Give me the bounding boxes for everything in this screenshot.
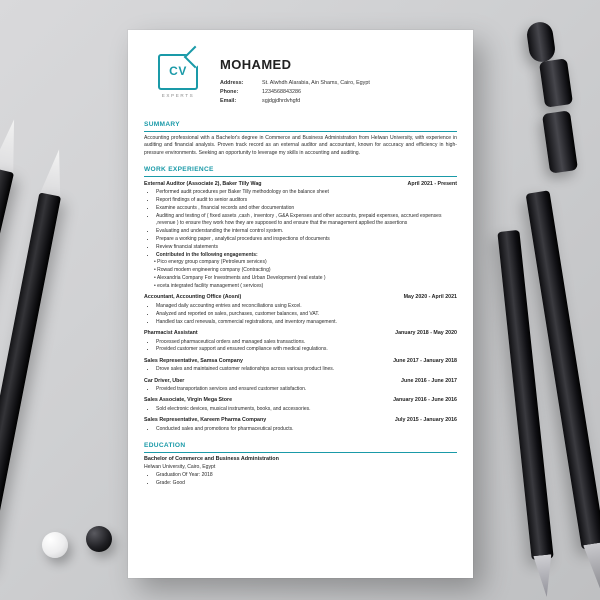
job-bullets bbox=[144, 303, 457, 326]
job-title: Sales Representative, Samsa Company bbox=[144, 357, 243, 364]
job-sub-bullet: • Pico energy group company (Petroleum services) bbox=[154, 259, 457, 266]
pencil-tip bbox=[0, 117, 26, 177]
job-bullet: • Analyzed and reported on sales, purchases, customer balances, and VAT. bbox=[156, 311, 457, 318]
job-date: July 2015 - January 2016 bbox=[394, 417, 457, 424]
contact-row-email bbox=[220, 97, 453, 106]
white-bead bbox=[42, 532, 68, 558]
job-header bbox=[144, 330, 457, 338]
job-bullet: • Drove sales and maintained customer relationships across various product lines. bbox=[156, 366, 457, 373]
job-title: Pharmacist Assistant bbox=[144, 329, 198, 336]
job-bullet: • Conducted sales and promotions for pharmaceutical products. bbox=[156, 426, 457, 433]
job-bullet: • Examine accounts , financial records and other documentation bbox=[156, 205, 457, 212]
job-bullet: • Contributed in the following engagements: bbox=[156, 252, 457, 259]
contact-label-address: Address: bbox=[220, 79, 244, 86]
black-bead bbox=[86, 526, 112, 552]
header-details bbox=[220, 54, 453, 106]
job-bullet: • Review financial statements bbox=[156, 244, 457, 251]
candidate-name: MOHAMED bbox=[220, 57, 292, 72]
contact-label-email: Email: bbox=[220, 98, 237, 105]
job-bullet: • Handled tax card renewals, commercial registrations, and inventory management. bbox=[156, 319, 457, 326]
job-title: External Auditor (Associate 2), Baker Tilly Wag bbox=[144, 180, 262, 187]
pen-tip bbox=[533, 554, 555, 598]
job-bullet: • Prepare a working paper , analytical procedures and inspections of documents bbox=[156, 236, 457, 243]
contact-value-phone: 1234568843286 bbox=[262, 89, 301, 96]
job-title: Sales Representative, Kareem Pharma Company bbox=[144, 417, 267, 424]
job-date: January 2018 - May 2020 bbox=[395, 329, 457, 336]
logo bbox=[150, 54, 206, 100]
section-divider bbox=[144, 452, 457, 453]
pencil-body bbox=[0, 192, 61, 569]
section-divider bbox=[144, 176, 457, 177]
education-bullet: • Grade: Good bbox=[156, 480, 457, 487]
logo-mark-text: CV bbox=[169, 64, 187, 79]
contact-label-phone: Phone: bbox=[220, 89, 239, 96]
job-header bbox=[144, 181, 457, 189]
job-bullet: • Auditing and testing of ( fixed assets ,cash , inventory , G&A Expenses and other accounts, prepaid expenses, accrued expenses ,revenue ) to ensure they work how they are supposed to and ensure that the management applied the assertions bbox=[156, 213, 457, 228]
contact-row-address bbox=[220, 79, 453, 88]
cv-logo-icon bbox=[158, 54, 198, 90]
resume-page bbox=[128, 30, 473, 578]
job-date: June 2017 - January 2018 bbox=[393, 357, 457, 364]
job-sub-bullet: • Alexandria Company For Investments and Urban Development (real estate ) bbox=[154, 275, 457, 282]
job-bullets bbox=[144, 426, 457, 433]
job-sub-bullets bbox=[144, 259, 457, 290]
job-title: Car Driver, Uber bbox=[144, 377, 185, 384]
job-date: April 2021 - Present bbox=[407, 180, 457, 187]
job-title: Sales Associate, Virgin Mega Store bbox=[144, 397, 233, 404]
job-bullet: • Managed daily accounting entries and reconciliations using Excel. bbox=[156, 303, 457, 310]
job-title: Accountant, Accounting Office (Aosni) bbox=[144, 294, 242, 301]
job-bullet: • Provided customer support and ensured compliance with medical regulations. bbox=[156, 346, 457, 353]
job-bullets bbox=[144, 406, 457, 413]
section-title-summary: SUMMARY bbox=[144, 121, 180, 129]
contact-value-email: sgjdgjdhrdvhgfd bbox=[262, 98, 301, 105]
job-header bbox=[144, 397, 457, 405]
job-bullet: • Report findings of audit to senior auditors bbox=[156, 197, 457, 204]
section-title-experience: WORK EXPERIENCE bbox=[144, 166, 214, 174]
job-date: January 2016 - June 2016 bbox=[393, 397, 457, 404]
job-header bbox=[144, 294, 457, 302]
education-bullets bbox=[144, 472, 457, 487]
pen-tip bbox=[583, 542, 600, 591]
contact-value-address: St. Alwhdh Alarabia, Ain Shams, Cairo, Egypt bbox=[262, 79, 370, 86]
job-date: May 2020 - April 2021 bbox=[403, 294, 457, 301]
job-bullets bbox=[144, 366, 457, 373]
job-sub-bullet: • eceta integrated facility management ( services) bbox=[154, 283, 457, 290]
experience-list bbox=[144, 181, 457, 434]
job-bullets bbox=[144, 386, 457, 393]
logo-subtext: EXPERTS bbox=[161, 93, 195, 98]
pen-cap-middle bbox=[539, 58, 573, 107]
education-degree: Bachelor of Commerce and Business Administration bbox=[144, 455, 279, 462]
job-bullet: • Performed audit procedures per Baker Tilly methodology on the balance sheet bbox=[156, 189, 457, 196]
contact-row-phone bbox=[220, 88, 453, 97]
job-bullet: • Processed pharmaceutical orders and managed sales transactions. bbox=[156, 339, 457, 346]
job-header bbox=[144, 358, 457, 366]
job-bullet: • Provided transportation services and ensured customer satisfaction. bbox=[156, 386, 457, 393]
education-bullet: • Graduation Of Year: 2018 bbox=[156, 472, 457, 479]
section-divider bbox=[144, 131, 457, 132]
job-header bbox=[144, 378, 457, 386]
section-title-education: EDUCATION bbox=[144, 442, 186, 450]
job-bullet: • Sold electronic devices, musical instruments, books, and accessories. bbox=[156, 406, 457, 413]
resume-header bbox=[144, 46, 457, 112]
education-school: Helwan University, Cairo, Egypt bbox=[144, 463, 216, 470]
job-date: June 2016 - June 2017 bbox=[401, 377, 457, 384]
job-sub-bullet: • Rowad modern engineering company (Contracting) bbox=[154, 267, 457, 274]
job-bullet: • Evaluating and understanding the internal control system. bbox=[156, 228, 457, 235]
summary-text: Accounting professional with a Bachelor's degree in Commerce and Business Administration from Helwan University, with experience in auditing and financial analysis. Proven track record as an external auditor and accountant, known for accuracy and efficiency in high-pressure environments. Seeking an opportunity to leverage my skills in accounting and auditing. bbox=[144, 135, 457, 156]
job-header bbox=[144, 417, 457, 425]
job-bullets bbox=[144, 189, 457, 258]
pen-cap-top bbox=[525, 20, 556, 63]
job-bullets bbox=[144, 339, 457, 354]
